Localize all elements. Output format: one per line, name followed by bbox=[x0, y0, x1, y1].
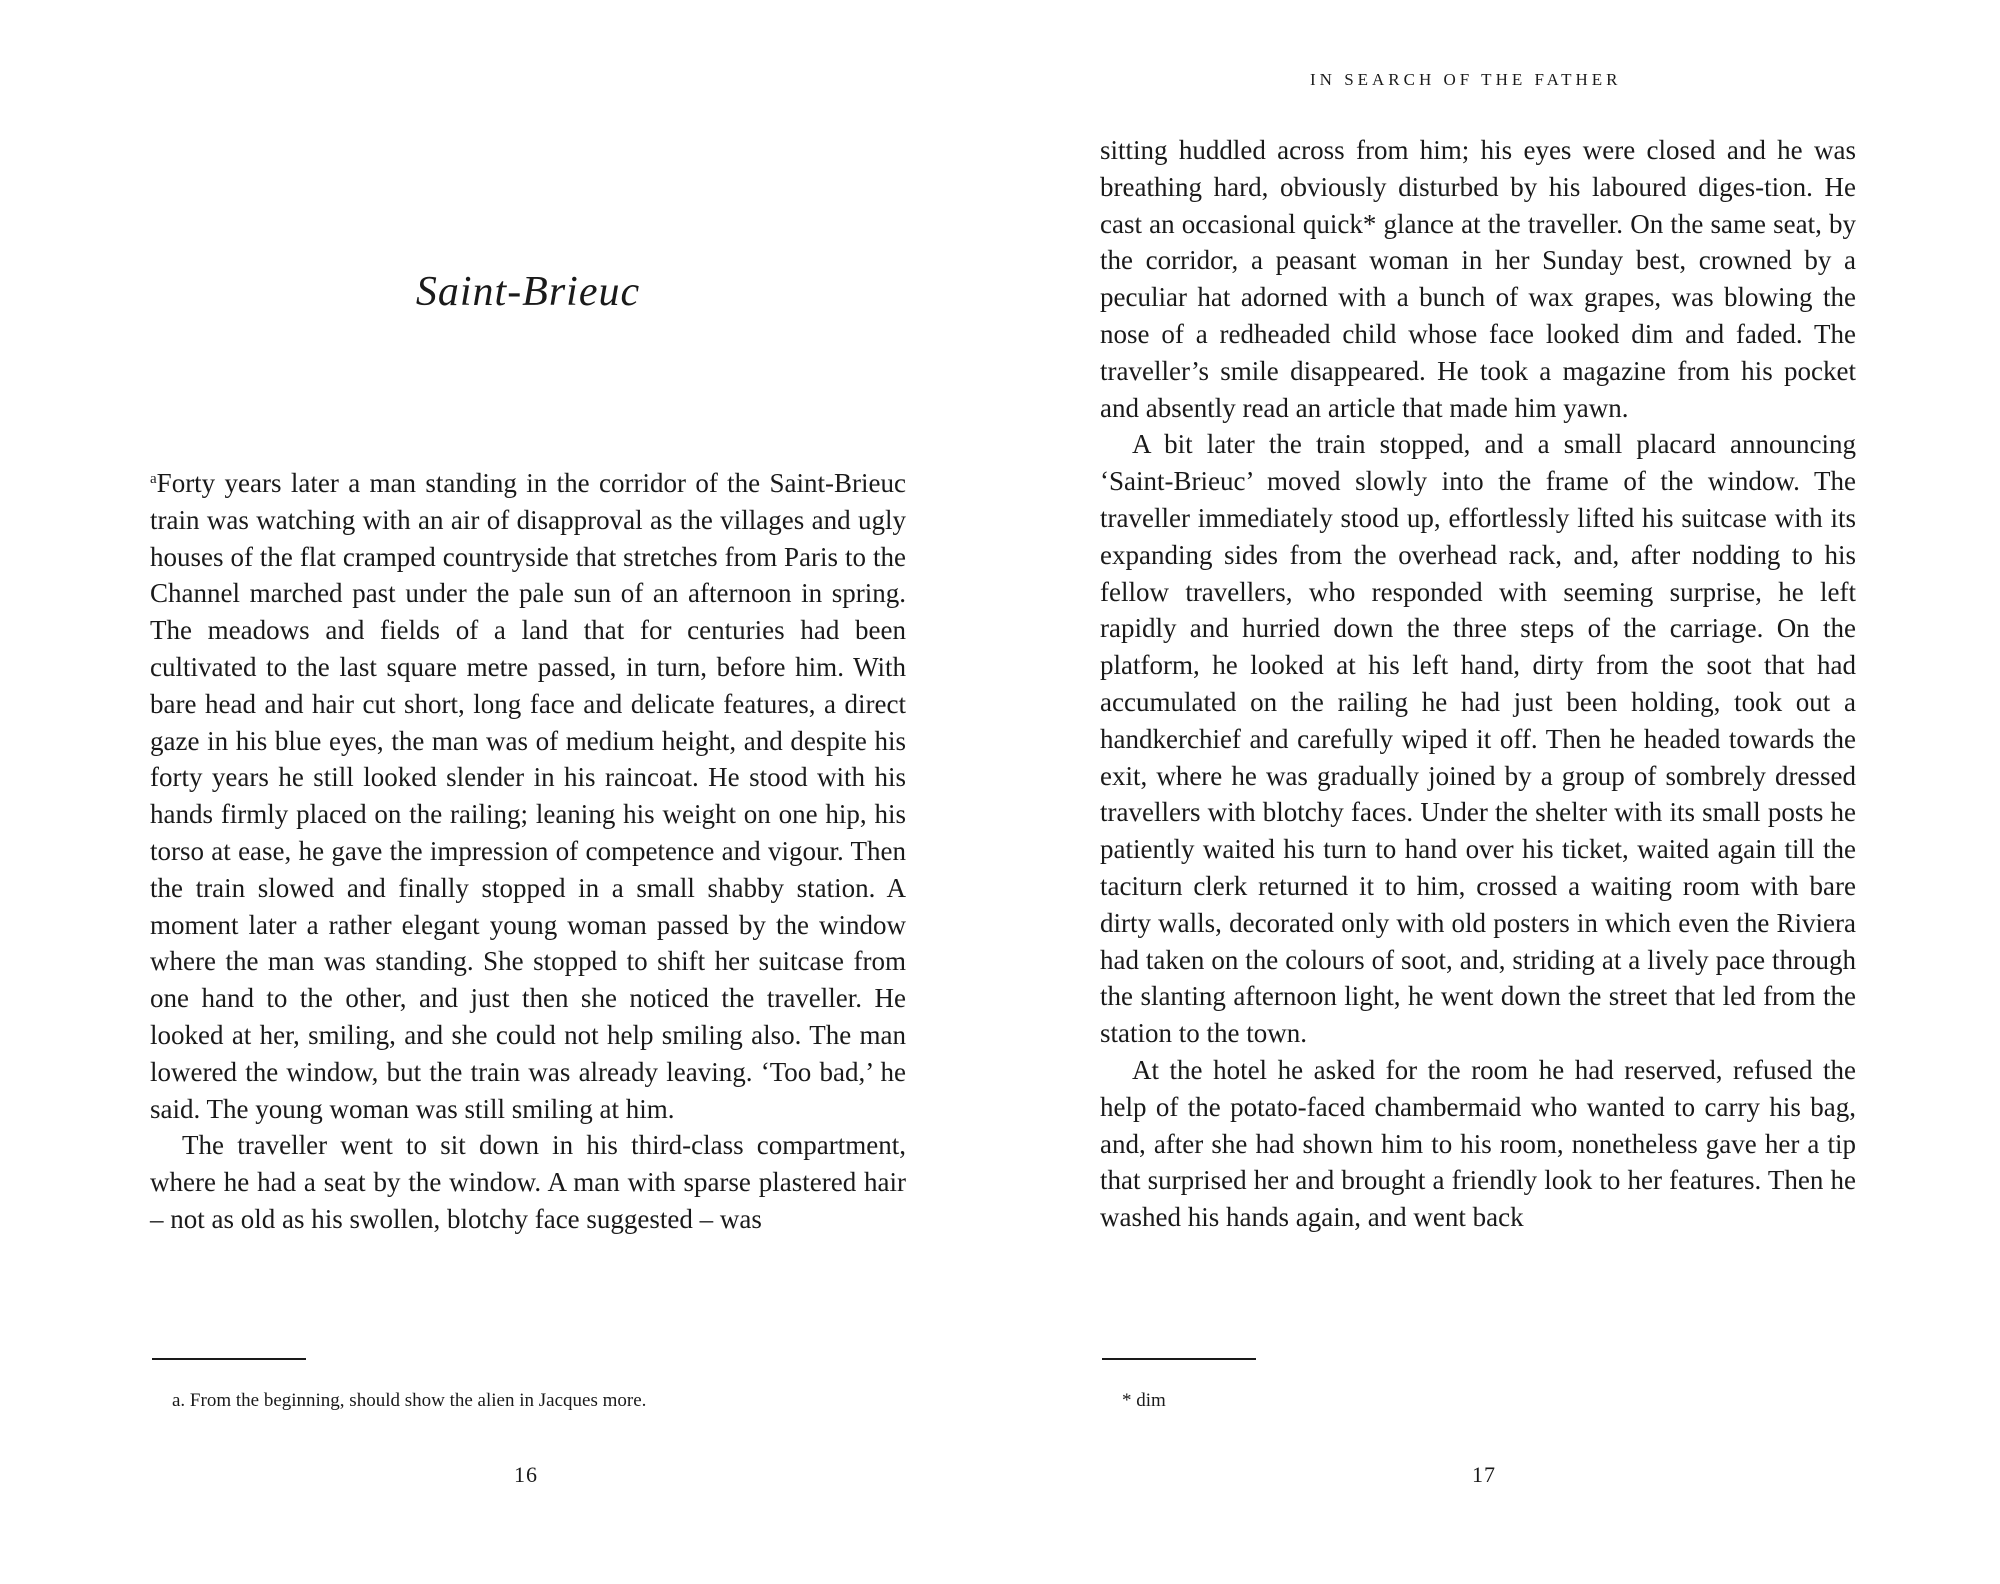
paragraph: sitting huddled across from him; his eyes were closed and he was breathing hard, obviously disturbed by his laboured diges-tion. He cast an occasional quick* glance at the traveller. On the same seat, by the corridor, a peasant woman in her Sunday best, crowned by a peculiar hat adorned with a bunch of wax grapes, was blowing the nose of a redheaded child whose face looked dim and faded. The traveller’s smile disappeared. He took a magazine from his pocket and absently read an article that made him yawn. bbox=[1100, 135, 1856, 423]
chapter-title: Saint-Brieuc bbox=[415, 269, 641, 315]
paragraph bbox=[150, 465, 906, 1127]
paragraph: The traveller went to sit down in his third-class compartment, where he had a seat by the window. A man with sparse plastered hair – not as old as his swollen, blotchy face suggested – was bbox=[150, 1130, 906, 1234]
left-body-text bbox=[150, 465, 906, 1238]
footnote: * dim bbox=[1122, 1390, 1166, 1411]
footnote-marker: a bbox=[150, 471, 157, 487]
right-body-text bbox=[1100, 132, 1856, 1236]
footnote: a. From the beginning, should show the alien in Jacques more. bbox=[172, 1390, 647, 1411]
page-number: 17 bbox=[1472, 1462, 1496, 1487]
paragraph-text: Forty years later a man standing in the corridor of the Saint-Brieuc train was watching with an air of disapproval as the villages and ugly houses of the flat cramped countryside that stretches from Paris to the Channel marched past under the pale sun of an afternoon in spring. The meadows and fields of a land that for centuries had been cultivated to the last square metre passed, in turn, before him. With bare head and hair cut short, long face and delicate features, a direct gaze in his blue eyes, the man was of medium height, and despite his forty years he still looked slender in his raincoat. He stood with his hands firmly placed on the railing; leaning his weight on one hip, his torso at ease, he gave the impression of competence and vigour. Then the train slowed and finally stopped in a small shabby station. A moment later a rather elegant young woman passed by the window where the man was standing. She stopped to shift her suitcase from one hand to the other, and just then she noticed the traveller. He looked at her, smiling, and she could not help smiling also. The man lowered the window, but the train was already leaving. ‘Too bad,’ he said. The young woman was still smiling at him. bbox=[150, 468, 906, 1124]
right-page bbox=[1000, 0, 2000, 1584]
paragraph: At the hotel he asked for the room he had reserved, refused the help of the potato-faced chambermaid who wanted to carry his bag, and, after she had shown him to his room, nonetheless gave her a tip that surprised her and brought a friendly look to her features. Then he washed his hands again, and went back bbox=[1100, 1054, 1856, 1233]
running-head: IN SEARCH OF THE FATHER bbox=[1310, 70, 1622, 89]
page-number: 16 bbox=[514, 1462, 538, 1487]
paragraph: A bit later the train stopped, and a small placard announcing ‘Saint-Brieuc’ moved slowly into the frame of the window. The traveller immediately stood up, effortlessly lifted his suitcase with its expanding sides from the overhead rack, and, after nodding to his fellow travellers, who responded with seeming surprise, he left rapidly and hurried down the three steps of the carriage. On the platform, he looked at his left hand, dirty from the soot that had accumulated on the railing he had just been holding, took out a handkerchief and carefully wiped it off. Then he headed towards the exit, where he was gradually joined by a group of sombrely dressed travellers with blotchy faces. Under the shelter with its small posts he patiently waited his turn to hand over his ticket, waited again till the taciturn clerk returned it to him, crossed a waiting room with bare dirty walls, decorated only with old posters in which even the Riviera had taken on the colours of soot, and, striding at a lively pace through the slanting afternoon light, he went down the street that led from the station to the town. bbox=[1100, 429, 1856, 1049]
footnote-rule bbox=[152, 1358, 306, 1360]
footnote-rule bbox=[1102, 1358, 1256, 1360]
